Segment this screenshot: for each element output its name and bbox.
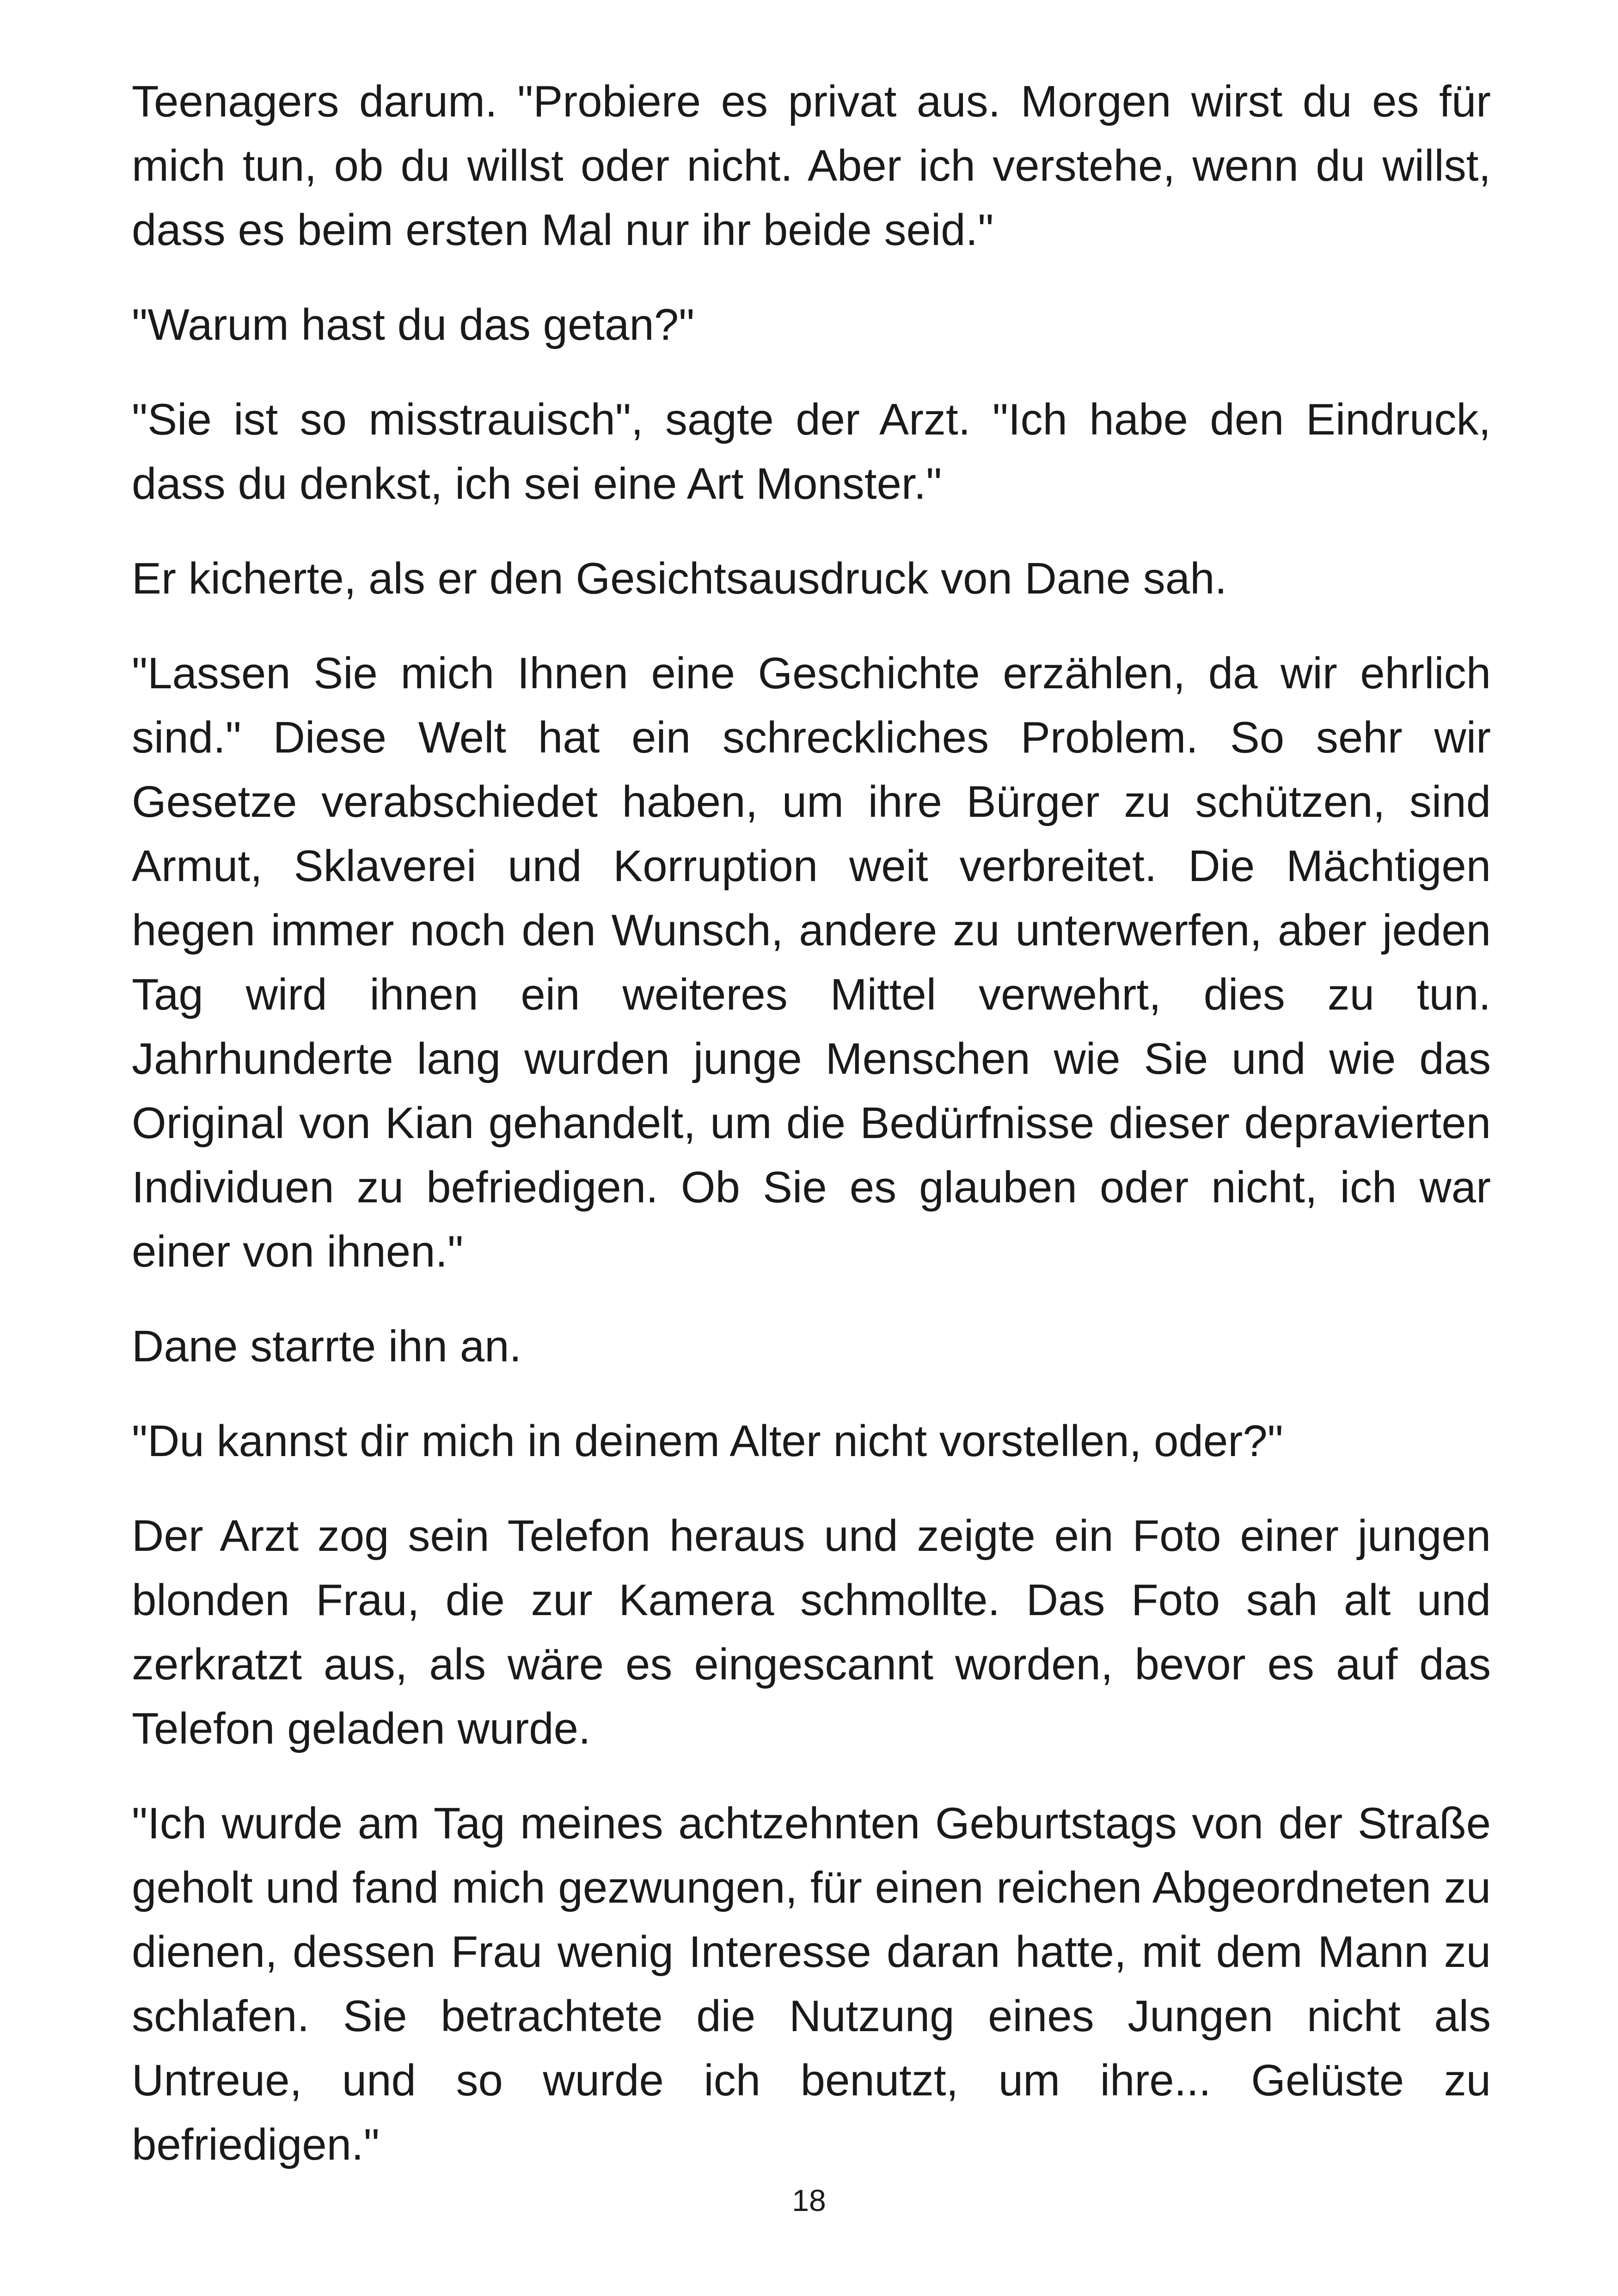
paragraph: Dane starrte ihn an. (132, 1322, 522, 1371)
paragraph: Teenagers darum. "Probiere es privat aus. Morgen wirst du es für mich tun, ob du willst oder nicht. Aber ich verstehe, wenn du willst, dass es beim ersten Mal nur ihr beide seid." (132, 77, 1491, 255)
paragraph: "Warum hast du das getan?" (132, 300, 695, 349)
page-number: 18 (792, 2183, 826, 2217)
body-text (132, 69, 1491, 2207)
paragraph: Er kicherte, als er den Gesichtsausdruck von Dane sah. (132, 554, 1227, 603)
paragraph: Der Arzt zog sein Telefon heraus und zeigte ein Foto einer jungen blonden Frau, die zur Kamera schmollte. Das Foto sah alt und zerkratzt aus, als wäre es eingescannt worden, bevor es auf das Telefon geladen wurde. (132, 1511, 1491, 1753)
paragraph: "Ich wurde am Tag meines achtzehnten Geburtstags von der Straße geholt und fand mich gezwungen, für einen reichen Abgeordneten zu dienen, dessen Frau wenig Interesse daran hatte, mit dem Mann zu schlafen. Sie betrachtete die Nutzung eines Jungen nicht als Untreue, und so wurde ich benutzt, um ihre... Gelüste zu befriedigen." (132, 1799, 1491, 2169)
paragraph: "Lassen Sie mich Ihnen eine Geschichte erzählen, da wir ehrlich sind." Diese Welt hat ein schreckliches Problem. So sehr wir Gesetze verabschiedet haben, um ihre Bürger zu schützen, sind Armut, Sklaverei und Korruption weit verbreitet. Die Mächtigen hegen immer noch den Wunsch, andere zu unterwerfen, aber jeden Tag wird ihnen ein weiteres Mittel verwehrt, dies zu tun. Jahrhunderte lang wurden junge Menschen wie Sie und wie das Original von Kian gehandelt, um die Bedürfnisse dieser depravierten Individuen zu befriedigen. Ob Sie es glauben oder nicht, ich war einer von ihnen." (132, 649, 1491, 1276)
paragraph: "Du kannst dir mich in deinem Alter nicht vorstellen, oder?" (132, 1416, 1283, 1466)
paragraph: "Sie ist so misstrauisch", sagte der Arzt. "Ich habe den Eindruck, dass du denkst, ich sei eine Art Monster." (132, 395, 1491, 508)
